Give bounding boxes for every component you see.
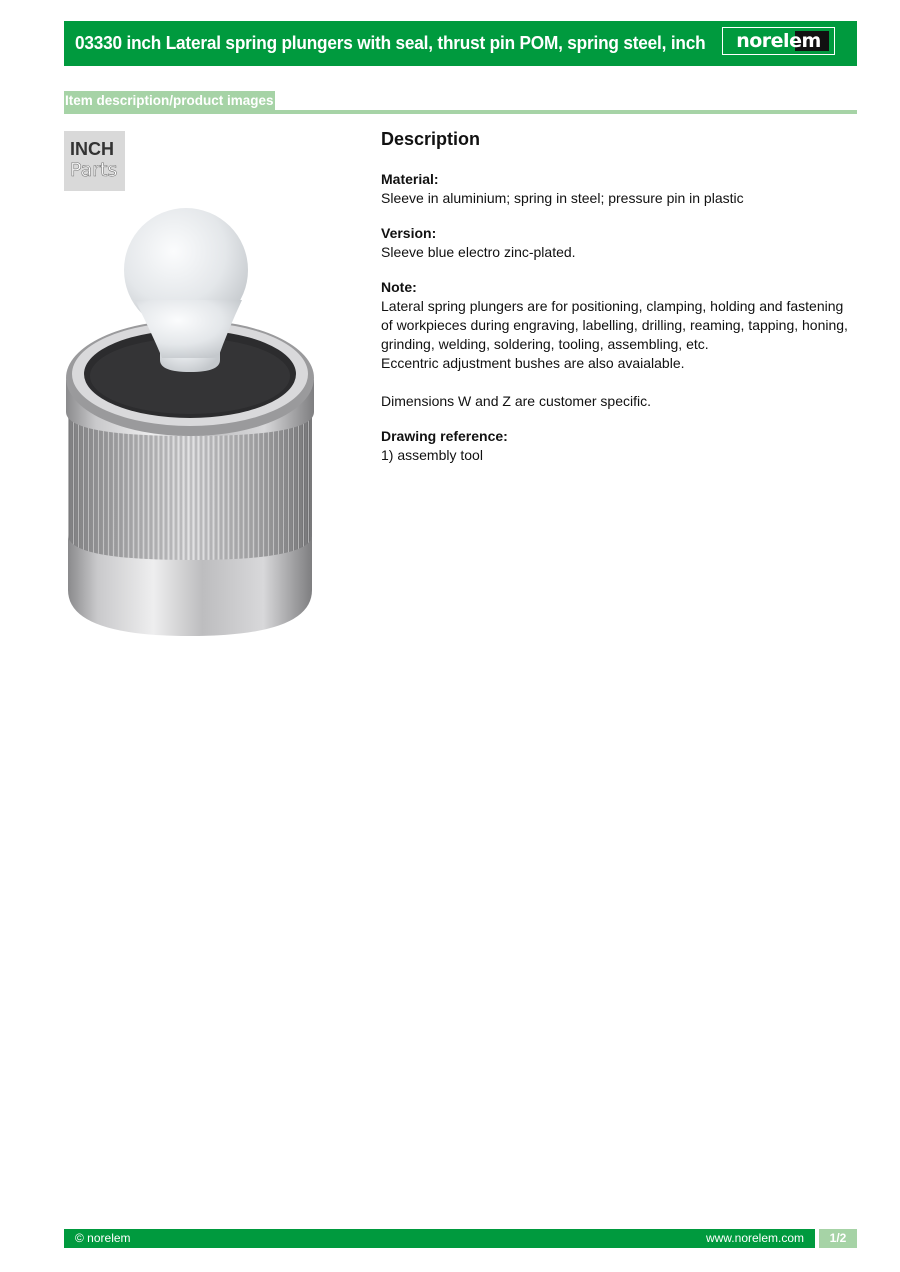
- page-title: 03330 inch Lateral spring plungers with seal, thrust pin POM, spring steel, inch: [75, 32, 706, 53]
- description-heading: Description: [381, 129, 481, 149]
- description-panel: [381, 128, 857, 481]
- material-block: [381, 170, 857, 208]
- drawing-label: Drawing reference:: [381, 428, 508, 444]
- logo-text: norelem: [736, 30, 821, 52]
- note-spacer: [381, 373, 857, 392]
- version-label: Version:: [381, 225, 437, 241]
- page-header: [64, 21, 857, 66]
- page-footer: [64, 1229, 815, 1248]
- note-text-1: Lateral spring plungers are for positioning, clamping, holding and fastening of workpieces during engraving, labelling, drilling, reaming, tapping, honing, grinding, welding, soldering, tooling, assembling, etc.: [381, 298, 848, 352]
- version-block: [381, 224, 857, 262]
- note-label: Note:: [381, 279, 417, 295]
- website-link[interactable]: www.norelem.com: [705, 1231, 804, 1245]
- material-label: Material:: [381, 171, 439, 187]
- badge-line2: Parts: [70, 159, 118, 181]
- norelem-logo: [722, 27, 835, 55]
- drawing-block: [381, 427, 857, 465]
- note-block: [381, 278, 857, 411]
- section-divider: [64, 110, 857, 114]
- drawing-text: 1) assembly tool: [381, 447, 483, 463]
- product-image: [60, 200, 320, 645]
- material-text: Sleeve in aluminium; spring in steel; pressure pin in plastic: [381, 190, 744, 206]
- page-number: 1/2: [819, 1229, 857, 1248]
- section-tab: Item description/product images: [65, 93, 274, 108]
- version-text: Sleeve blue electro zinc-plated.: [381, 244, 576, 260]
- copyright-text: © norelem: [75, 1231, 131, 1245]
- badge-line1: INCH: [70, 139, 114, 159]
- note-text-3: Dimensions W and Z are customer specific.: [381, 393, 651, 409]
- note-text-2: Eccentric adjustment bushes are also avaialable.: [381, 355, 685, 371]
- inch-parts-badge: [64, 131, 125, 191]
